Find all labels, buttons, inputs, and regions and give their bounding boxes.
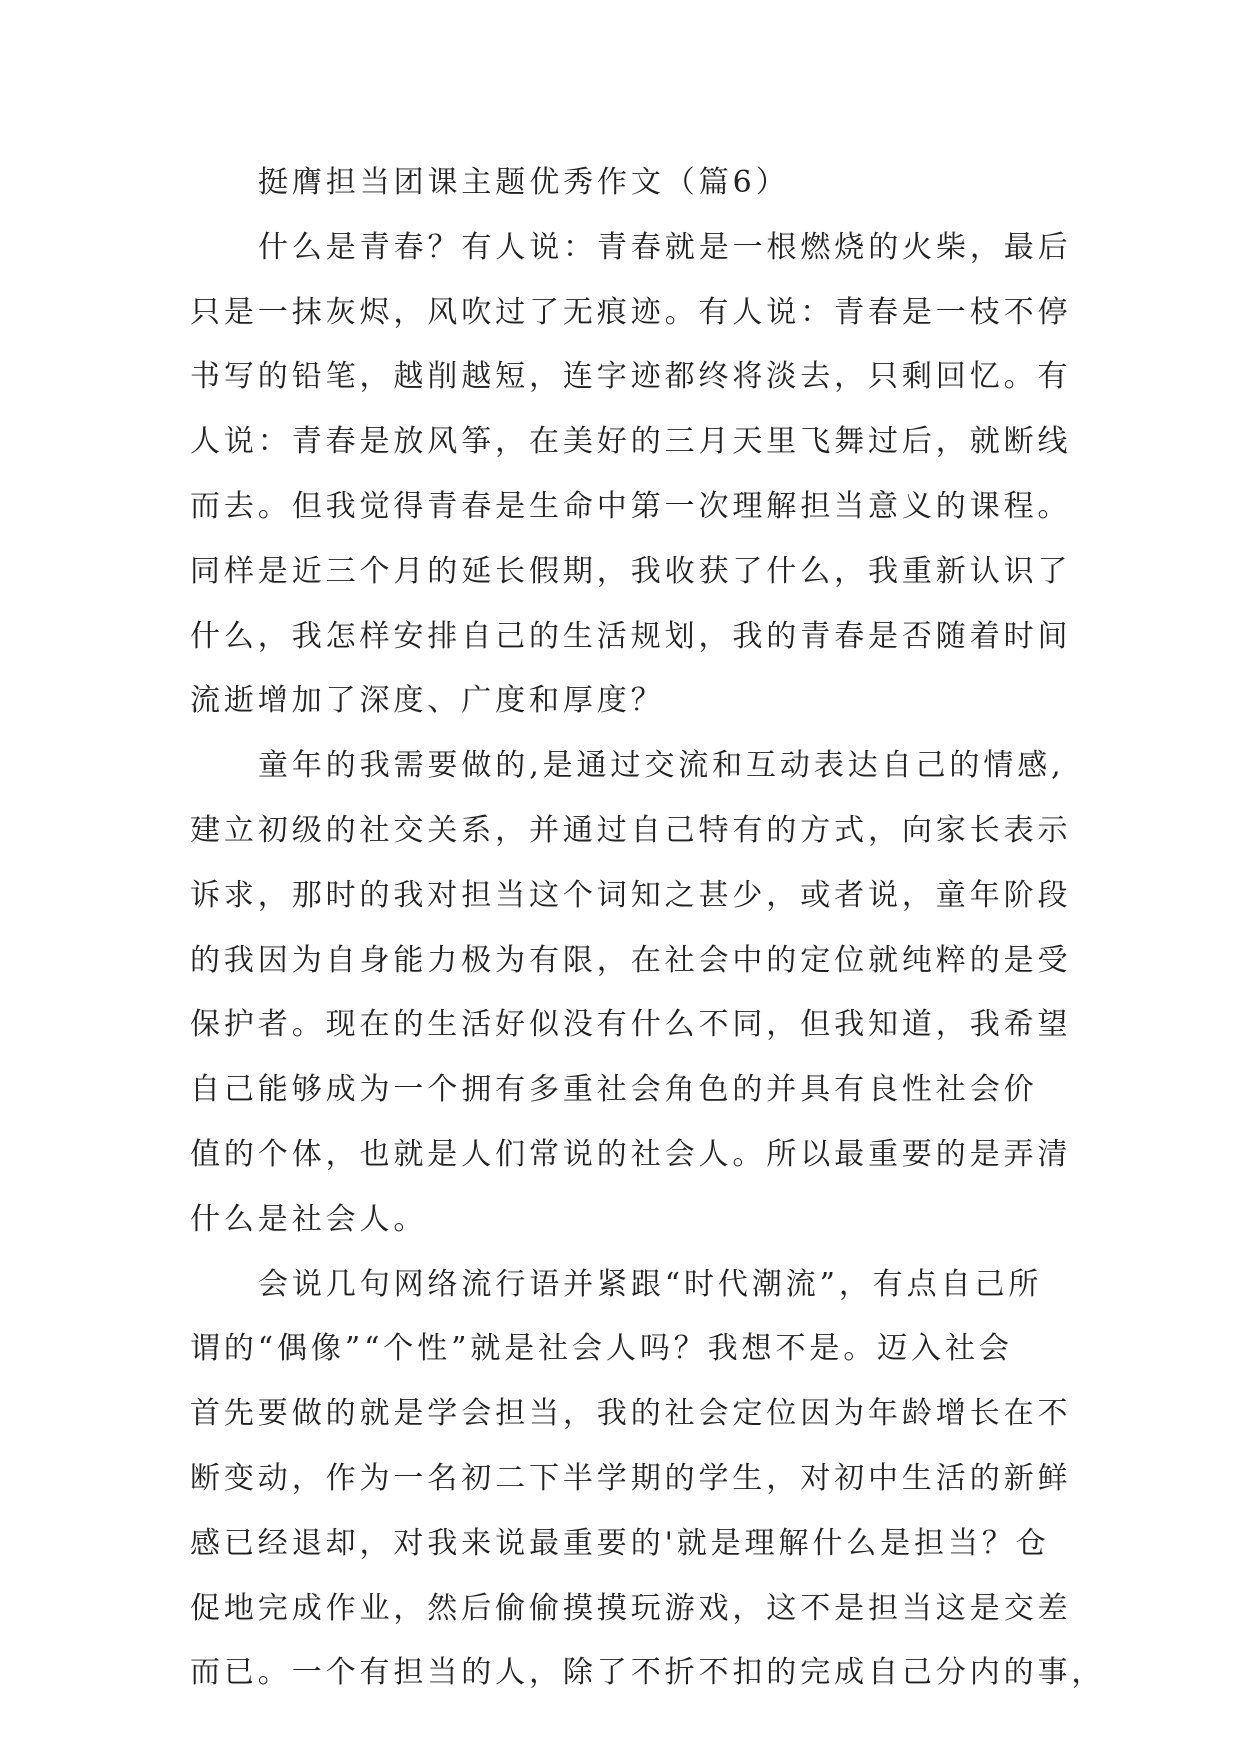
- paragraph-line: 自己能够成为一个拥有多重社会角色的并具有良性社会价: [190, 1072, 1038, 1108]
- paragraph-line: 会说几句网络流行语并紧跟“时代潮流”，有点自己所: [258, 1266, 1043, 1302]
- document-title: 挺膺担当团课主题优秀作文（篇6）: [258, 165, 790, 200]
- paragraph-line: 什么是社会人。: [190, 1201, 428, 1237]
- paragraph-line: 书写的铅笔，越削越短，连字迹都终将淡去，只剩回忆。有: [190, 359, 1072, 395]
- paragraph-line: 诉求，那时的我对担当这个词知之甚少，或者说，童年阶段: [190, 877, 1072, 913]
- paragraph-line: 值的个体，也就是人们常说的社会人。所以最重要的是弄清: [190, 1136, 1072, 1172]
- paragraph-line: 而去。但我觉得青春是生命中第一次理解担当意义的课程。: [190, 488, 1072, 524]
- paragraph-line: 流逝增加了深度、广度和厚度？: [190, 683, 665, 719]
- paragraph-line: 保护者。现在的生活好似没有什么不同，但我知道，我希望: [190, 1007, 1072, 1043]
- paragraph-line: 的我因为自身能力极为有限，在社会中的定位就纯粹的是受: [190, 942, 1072, 978]
- paragraph-line: 建立初级的社交关系，并通过自己特有的方式，向家长表示: [190, 812, 1072, 848]
- paragraph-line: 断变动，作为一名初二下半学期的学生，对初中生活的新鲜: [190, 1460, 1072, 1496]
- paragraph-line: 促地完成作业，然后偷偷摸摸玩游戏，这不是担当这是交差: [190, 1590, 1072, 1626]
- paragraph-2: [190, 734, 1070, 1252]
- paragraph-line: 什么，我怎样安排自己的生活规划，我的青春是否随着时间: [190, 618, 1072, 654]
- paragraph-line: 只是一抹灰烬，风吹过了无痕迹。有人说：青春是一枝不停: [190, 294, 1072, 330]
- paragraph-line: 同样是近三个月的延长假期，我收获了什么，我重新认识了: [190, 553, 1072, 589]
- paragraph-line: 谓的“偶像”“个性”就是社会人吗？我想不是。迈入社会: [190, 1331, 1013, 1367]
- paragraph-line: 而已。一个有担当的人，除了不折不扣的完成自己分内的事，: [190, 1655, 1106, 1691]
- paragraph-line: 童年的我需要做的,是通过交流和互动表达自己的情感,: [258, 748, 1065, 784]
- paragraph-line: 感已经退却，对我来说最重要的'就是理解什么是担当？仓: [190, 1525, 1050, 1561]
- paragraph-3: [190, 1253, 1106, 1707]
- paragraph-1: [190, 216, 1070, 734]
- paragraph-line: 人说：青春是放风筝，在美好的三月天里飞舞过后，就断线: [190, 424, 1072, 460]
- paragraph-line: 首先要做的就是学会担当，我的社会定位因为年龄增长在不: [190, 1396, 1072, 1432]
- document-body: [190, 151, 1106, 1706]
- paragraph-line: 什么是青春？有人说：青春就是一根燃烧的火柴，最后: [258, 229, 1072, 265]
